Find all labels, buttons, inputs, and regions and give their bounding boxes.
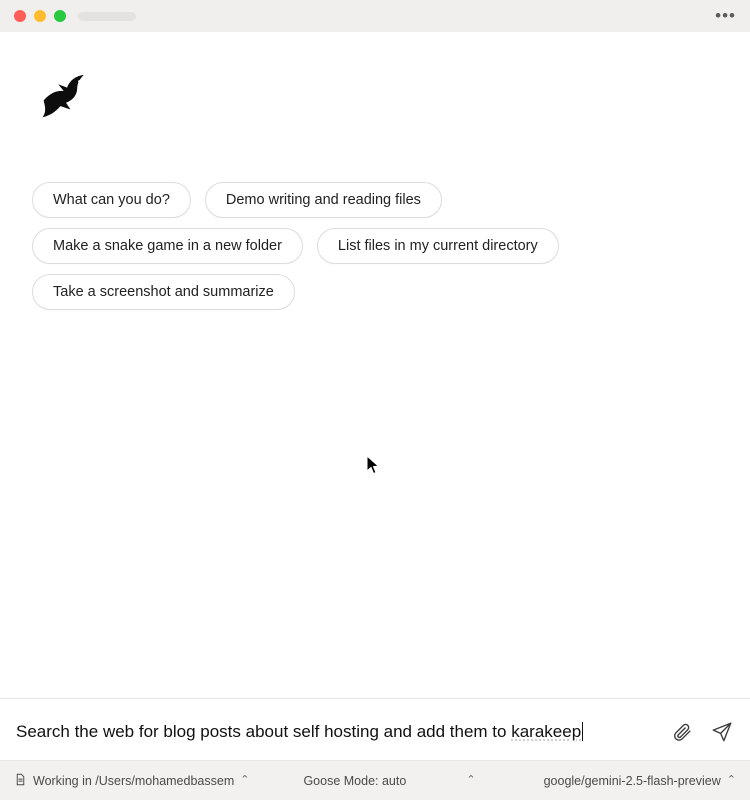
suggestion-chip-take-screenshot[interactable]: Take a screenshot and summarize — [32, 274, 295, 310]
composer-actions — [670, 720, 734, 744]
more-options-icon[interactable]: ••• — [715, 6, 736, 25]
suggestion-chip-what-can-you-do[interactable]: What can you do? — [32, 182, 191, 218]
suggestion-chip-list-files[interactable]: List files in my current directory — [317, 228, 559, 264]
message-composer[interactable] — [0, 698, 750, 760]
close-window-button[interactable] — [14, 10, 26, 22]
maximize-window-button[interactable] — [54, 10, 66, 22]
suggestion-chip-demo-writing-reading-files[interactable]: Demo writing and reading files — [205, 182, 442, 218]
paperclip-icon[interactable] — [670, 720, 694, 744]
goose-mode-label: Goose Mode: auto — [303, 773, 407, 788]
chevron-up-icon-model[interactable]: ⌃ — [726, 774, 736, 786]
chevron-up-icon-mode[interactable]: ⌃ — [466, 774, 476, 786]
title-bar — [0, 0, 750, 32]
working-directory-selector[interactable] — [14, 773, 249, 789]
suggestion-chip-list — [32, 182, 704, 310]
mouse-cursor-icon — [366, 455, 380, 475]
model-selector[interactable] — [544, 774, 736, 788]
text-caret — [582, 722, 583, 741]
window-controls — [14, 10, 66, 22]
chevron-up-icon-dir[interactable]: ⌃ — [240, 774, 250, 786]
chat-input[interactable] — [16, 722, 656, 742]
model-label: google/gemini-2.5-flash-preview — [543, 773, 721, 788]
main-content — [0, 32, 750, 698]
goose-bird-logo — [38, 68, 94, 124]
suggestion-chip-make-snake-game[interactable]: Make a snake game in a new folder — [32, 228, 303, 264]
status-bar — [0, 760, 750, 800]
working-directory-label: Working in /Users/mohamedbassem — [33, 773, 235, 788]
minimize-window-button[interactable] — [34, 10, 46, 22]
window-title-placeholder — [78, 12, 136, 21]
chat-input-misspelled-word: karakeep — [511, 721, 582, 741]
chat-input-text: Search the web for blog posts about self hosting and add them to — [16, 721, 512, 741]
document-icon — [14, 773, 27, 789]
send-icon[interactable] — [710, 720, 734, 744]
goose-mode-selector[interactable] — [303, 774, 475, 788]
